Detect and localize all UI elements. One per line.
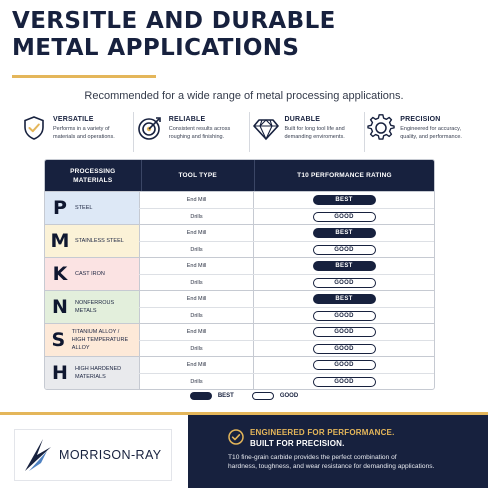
table-row bbox=[139, 208, 434, 224]
table-row bbox=[139, 357, 434, 373]
table-row bbox=[139, 324, 434, 340]
rating-badge-good: GOOD bbox=[313, 278, 376, 288]
feature-desc-line-1: Engineered for accuracy, bbox=[400, 126, 461, 132]
material-name bbox=[75, 299, 114, 315]
tool-type-cell: End Mill bbox=[139, 357, 253, 373]
legend-best-swatch bbox=[190, 392, 212, 400]
rating-cell bbox=[253, 225, 434, 241]
rating-badge-best: BEST bbox=[313, 294, 376, 304]
material-letter: P bbox=[53, 197, 67, 219]
legend-good bbox=[252, 392, 298, 400]
tool-type-cell: Drills bbox=[139, 308, 253, 323]
rating-badge-good: GOOD bbox=[313, 360, 376, 370]
material-name-line-2: HIGH TEMPERATURE ALLOY bbox=[71, 337, 129, 351]
tool-rows bbox=[139, 258, 434, 290]
feature-durable bbox=[250, 112, 366, 152]
headline-underline bbox=[12, 75, 156, 78]
material-letter: M bbox=[50, 230, 70, 252]
header-materials bbox=[45, 160, 141, 191]
table-row bbox=[139, 307, 434, 323]
legend-good-label: GOOD bbox=[279, 393, 299, 399]
material-cell bbox=[45, 291, 139, 323]
material-cell bbox=[45, 357, 139, 389]
header-tool-type: TOOL TYPE bbox=[141, 160, 254, 191]
material-group bbox=[45, 356, 434, 389]
rating-badge-good: GOOD bbox=[313, 212, 376, 222]
tool-rows bbox=[139, 225, 434, 257]
table-row bbox=[139, 291, 434, 307]
check-circle-icon bbox=[228, 429, 244, 445]
table-row bbox=[139, 373, 434, 389]
brand-mark-icon bbox=[21, 435, 57, 475]
material-cell bbox=[45, 324, 139, 356]
feature-strip bbox=[18, 112, 480, 152]
material-name-line-1: CAST IRON bbox=[75, 271, 105, 277]
rating-cell bbox=[253, 209, 434, 224]
promo-body bbox=[228, 453, 480, 471]
material-name-line-1: STEEL bbox=[75, 205, 93, 211]
rating-cell bbox=[253, 357, 434, 373]
promo-title: ENGINEERED FOR PERFORMANCE. bbox=[250, 428, 395, 437]
performance-table bbox=[44, 159, 435, 390]
brand-name: MORRISON-RAY bbox=[59, 448, 162, 462]
tool-type-cell: Drills bbox=[139, 275, 253, 290]
material-group bbox=[45, 257, 434, 290]
rating-cell bbox=[253, 192, 434, 208]
feature-precision bbox=[365, 112, 480, 152]
material-group bbox=[45, 191, 434, 224]
material-letter: H bbox=[52, 362, 68, 384]
rating-badge-best: BEST bbox=[313, 261, 376, 271]
rating-cell bbox=[253, 291, 434, 307]
footer bbox=[0, 412, 488, 488]
legend-good-swatch bbox=[252, 392, 274, 400]
feature-text bbox=[169, 112, 230, 141]
headline bbox=[12, 8, 336, 62]
feature-versatile bbox=[18, 112, 134, 152]
table-row bbox=[139, 241, 434, 257]
feature-desc-line-2: materials and operations. bbox=[53, 134, 115, 140]
table-body bbox=[45, 191, 434, 389]
rating-badge-best: BEST bbox=[313, 228, 376, 238]
material-group bbox=[45, 290, 434, 323]
tool-rows bbox=[139, 291, 434, 323]
tool-rows bbox=[139, 357, 434, 389]
tool-type-cell: End Mill bbox=[139, 258, 253, 274]
feature-desc-line-1: Consistent results across bbox=[168, 126, 231, 132]
material-cell bbox=[45, 225, 139, 257]
table-row bbox=[139, 258, 434, 274]
material-cell bbox=[45, 192, 139, 224]
headline-line-2: METAL APPLICATIONS bbox=[12, 35, 300, 61]
material-name-line-1: NONFERROUS bbox=[75, 300, 115, 306]
header-materials-line-2: MATERIALS bbox=[73, 176, 113, 184]
subtitle: Recommended for a wide range of metal processing applications. bbox=[84, 90, 404, 102]
material-name-line-1: TITANIUM ALLOY / bbox=[71, 329, 120, 335]
material-name bbox=[72, 328, 139, 352]
rating-badge-good: GOOD bbox=[313, 245, 376, 255]
rating-cell bbox=[253, 341, 434, 356]
promo-panel bbox=[188, 415, 488, 488]
material-letter: S bbox=[51, 329, 66, 351]
feature-desc-line-2: demanding enviroments. bbox=[284, 134, 345, 140]
feature-desc-line-1: Performs in a variety of bbox=[53, 126, 110, 132]
table-row bbox=[139, 192, 434, 208]
material-name-line-1: HIGH HARDENED bbox=[75, 366, 122, 372]
material-name bbox=[75, 237, 124, 245]
tool-type-cell: End Mill bbox=[139, 324, 253, 340]
feature-text bbox=[285, 112, 345, 141]
material-name-line-1: STAINLESS STEEL bbox=[75, 238, 124, 244]
rating-cell bbox=[253, 308, 434, 323]
material-name-line-2: MATERIALS bbox=[75, 374, 106, 380]
headline-line-1: VERSITLE AND DURABLE bbox=[12, 8, 336, 34]
feature-desc-line-1: Built for long tool life and bbox=[284, 126, 345, 132]
tool-type-cell: End Mill bbox=[139, 291, 253, 307]
feature-text bbox=[400, 112, 462, 141]
table-header bbox=[45, 160, 434, 191]
promo-body-line-2: hardness, toughness, and wear resistance for demanding applications. bbox=[228, 463, 435, 470]
table-row bbox=[139, 225, 434, 241]
diamond-icon bbox=[252, 114, 280, 142]
tool-rows bbox=[139, 192, 434, 224]
brand-logo bbox=[14, 429, 172, 481]
feature-reliable bbox=[134, 112, 250, 152]
rating-cell bbox=[253, 258, 434, 274]
legend-best bbox=[190, 392, 234, 400]
header-performance-rating: T10 PERFORMANCE RATING bbox=[254, 160, 434, 191]
rating-badge-good: GOOD bbox=[313, 327, 376, 337]
material-name bbox=[75, 365, 121, 381]
rating-badge-good: GOOD bbox=[313, 311, 376, 321]
tool-type-cell: Drills bbox=[139, 341, 253, 356]
table-row bbox=[139, 340, 434, 356]
legend-best-label: BEST bbox=[217, 393, 234, 399]
tool-type-cell: Drills bbox=[139, 209, 253, 224]
tool-type-cell: Drills bbox=[139, 374, 253, 389]
material-group bbox=[45, 224, 434, 257]
rating-cell bbox=[253, 324, 434, 340]
material-name bbox=[75, 270, 105, 278]
legend bbox=[0, 392, 488, 400]
feature-title: PRECISION bbox=[400, 116, 441, 123]
rating-badge-good: GOOD bbox=[313, 377, 376, 387]
feature-title: VERSATILE bbox=[53, 116, 94, 123]
material-name bbox=[75, 204, 92, 212]
rating-cell bbox=[253, 242, 434, 257]
material-letter: K bbox=[52, 263, 68, 285]
target-icon bbox=[136, 114, 164, 142]
feature-text bbox=[53, 112, 115, 141]
material-cell bbox=[45, 258, 139, 290]
tool-rows bbox=[139, 324, 434, 356]
rating-badge-good: GOOD bbox=[313, 344, 376, 354]
tool-type-cell: Drills bbox=[139, 242, 253, 257]
feature-title: DURABLE bbox=[284, 116, 321, 123]
shield-check-icon bbox=[20, 114, 48, 142]
header-materials-line-1: PROCESSING bbox=[70, 167, 116, 175]
rating-cell bbox=[253, 374, 434, 389]
tool-type-cell: End Mill bbox=[139, 192, 253, 208]
material-letter: N bbox=[52, 296, 68, 318]
tool-type-cell: End Mill bbox=[139, 225, 253, 241]
gear-icon bbox=[367, 114, 395, 142]
rating-badge-best: BEST bbox=[313, 195, 376, 205]
material-name-line-2: METALS bbox=[75, 308, 97, 314]
feature-title: RELIABLE bbox=[168, 116, 206, 123]
table-row bbox=[139, 274, 434, 290]
feature-desc-line-2: quality, and performance. bbox=[400, 134, 462, 140]
rating-cell bbox=[253, 275, 434, 290]
feature-desc-line-2: roughing and finishing. bbox=[168, 134, 225, 140]
promo-subtitle: BUILT FOR PRECISION. bbox=[250, 439, 345, 448]
material-group bbox=[45, 323, 434, 356]
promo-body-line-1: T10 fine-grain carbide provides the perfect combination of bbox=[228, 454, 397, 461]
